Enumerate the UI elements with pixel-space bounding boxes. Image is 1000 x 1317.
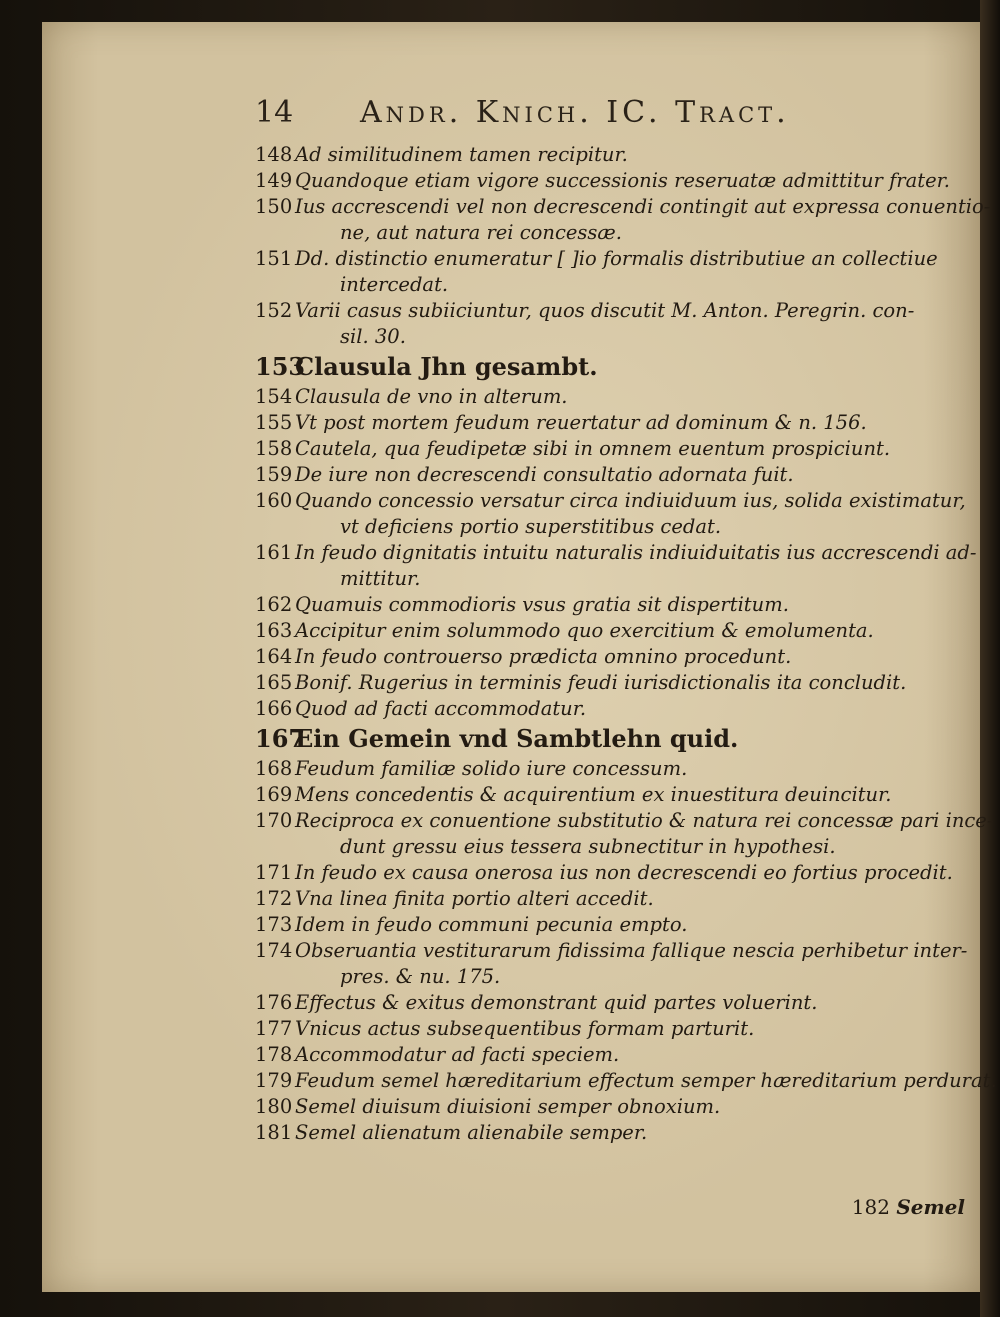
index-entry bbox=[255, 618, 970, 644]
entry-text: Semel diuisum diuisioni semper obnoxium. bbox=[295, 1095, 721, 1118]
entry-text: Quandoque etiam vigore successionis reseruatæ admittitur frater. bbox=[295, 169, 950, 192]
entry-number: 177 bbox=[255, 1017, 293, 1040]
entry-text: Varii casus subiiciuntur, quos discutit M. Anton. Peregrin. con- bbox=[295, 299, 915, 322]
index-entry bbox=[255, 808, 994, 834]
index-entry bbox=[255, 384, 970, 410]
catchword bbox=[852, 1195, 965, 1219]
index-entry bbox=[255, 1120, 970, 1146]
entry-text: Effectus & exitus demonstrant quid partes voluerint. bbox=[295, 991, 818, 1014]
entry-number: 169 bbox=[255, 783, 293, 806]
entry-number: 164 bbox=[255, 645, 293, 668]
entry-number: 170 bbox=[255, 809, 293, 832]
entry-text: Quamuis commodioris vsus gratia sit dispertitum. bbox=[295, 593, 789, 616]
entry-text: Vnicus actus subsequentibus formam parturit. bbox=[295, 1017, 755, 1040]
entry-text: Quando concessio versatur circa indiuiduum ius, solida existimatur, bbox=[295, 489, 966, 512]
index-entry bbox=[255, 1042, 970, 1068]
entry-number: 151 bbox=[255, 247, 293, 270]
index-entry bbox=[255, 644, 970, 670]
entry-continuation bbox=[255, 964, 970, 990]
index-entry bbox=[255, 462, 970, 488]
index-entry bbox=[255, 1068, 997, 1094]
index-entry bbox=[255, 540, 977, 566]
entry-number: 153 bbox=[255, 352, 306, 381]
entry-text: Dd. distinctio enumeratur [ ]io formalis distributiue an collectiue bbox=[295, 247, 938, 270]
index-entry bbox=[255, 782, 970, 808]
index-entry bbox=[255, 168, 970, 194]
entry-number: 178 bbox=[255, 1043, 293, 1066]
index-entry bbox=[255, 246, 970, 272]
entry-continuation bbox=[255, 220, 970, 246]
entry-text: Mens concedentis & acquirentium ex inuestitura deuincitur. bbox=[295, 783, 892, 806]
index-entry bbox=[255, 938, 970, 964]
entry-text: Semel alienatum alienabile semper. bbox=[295, 1121, 648, 1144]
entry-text: Ad similitudinem tamen recipitur. bbox=[295, 143, 628, 166]
entry-text: Feudum familiæ solido iure concessum. bbox=[295, 757, 688, 780]
entry-number: 167 bbox=[255, 724, 306, 753]
page-number: 14 bbox=[255, 95, 294, 130]
entry-number: 152 bbox=[255, 299, 293, 322]
index-entry bbox=[255, 722, 970, 756]
entry-text: Quod ad facti accommodatur. bbox=[295, 697, 587, 720]
entry-text: Vna linea finita portio alteri accedit. bbox=[295, 887, 654, 910]
entry-number: 180 bbox=[255, 1095, 293, 1118]
index-entry bbox=[255, 410, 970, 436]
entry-text: sil. 30. bbox=[340, 325, 406, 348]
entry-number: 181 bbox=[255, 1121, 293, 1144]
index-entries bbox=[255, 142, 997, 1146]
entry-text: mittitur. bbox=[340, 567, 421, 590]
index-entry bbox=[255, 1016, 970, 1042]
index-entry bbox=[255, 912, 970, 938]
running-header bbox=[255, 95, 790, 130]
entry-continuation bbox=[255, 834, 970, 860]
entry-text: Accipitur enim solummodo quo exercitium & emolumenta. bbox=[295, 619, 874, 642]
entry-text: Obseruantia vestiturarum fidissima fallique nescia perhibetur inter- bbox=[295, 939, 968, 962]
index-entry bbox=[255, 1094, 970, 1120]
entry-text: ne, aut natura rei concessæ. bbox=[340, 221, 622, 244]
index-entry bbox=[255, 756, 970, 782]
index-entry bbox=[255, 670, 970, 696]
index-entry bbox=[255, 194, 991, 220]
index-entry bbox=[255, 990, 970, 1016]
index-entry bbox=[255, 696, 970, 722]
entry-number: 176 bbox=[255, 991, 293, 1014]
entry-number: 148 bbox=[255, 143, 293, 166]
entry-number: 172 bbox=[255, 887, 293, 910]
index-entry bbox=[255, 436, 970, 462]
entry-text: Cautela, qua feudipetæ sibi in omnem euentum prospiciunt. bbox=[295, 437, 891, 460]
entry-text: intercedat. bbox=[340, 273, 449, 296]
entry-text: Ius accrescendi vel non decrescendi contingit aut expressa conuentio- bbox=[295, 195, 991, 218]
index-entry bbox=[255, 592, 970, 618]
running-title: Andr. Knich. IC. Tract. bbox=[360, 95, 790, 130]
entry-text: Reciproca ex conuentione substitutio & natura rei concessæ pari ince- bbox=[295, 809, 994, 832]
index-entry bbox=[255, 886, 970, 912]
entry-number: 149 bbox=[255, 169, 293, 192]
entry-text: Clausula Jhn gesambt. bbox=[295, 352, 598, 381]
catchword-text: Semel bbox=[896, 1195, 965, 1219]
index-entry bbox=[255, 350, 970, 384]
entry-text: In feudo controuerso prædicta omnino procedunt. bbox=[295, 645, 792, 668]
index-entry bbox=[255, 298, 970, 324]
entry-number: 166 bbox=[255, 697, 293, 720]
entry-text: vt deficiens portio superstitibus cedat. bbox=[340, 515, 722, 538]
entry-text: Feudum semel hæreditarium effectum semper hæreditarium perdurat. bbox=[295, 1069, 997, 1092]
entry-number: 162 bbox=[255, 593, 293, 616]
entry-number: 160 bbox=[255, 489, 293, 512]
entry-number: 173 bbox=[255, 913, 293, 936]
entry-number: 150 bbox=[255, 195, 293, 218]
index-entry bbox=[255, 142, 970, 168]
entry-continuation bbox=[255, 514, 970, 540]
entry-text: Accommodatur ad facti speciem. bbox=[295, 1043, 620, 1066]
entry-text: In feudo ex causa onerosa ius non decrescendi eo fortius procedit. bbox=[295, 861, 953, 884]
entry-number: 171 bbox=[255, 861, 293, 884]
entry-number: 174 bbox=[255, 939, 293, 962]
entry-number: 163 bbox=[255, 619, 293, 642]
entry-number: 165 bbox=[255, 671, 293, 694]
index-entry bbox=[255, 860, 970, 886]
index-entry bbox=[255, 488, 970, 514]
entry-text: Idem in feudo communi pecunia empto. bbox=[295, 913, 688, 936]
entry-text: Vt post mortem feudum reuertatur ad dominum & n. 156. bbox=[295, 411, 867, 434]
entry-text: De iure non decrescendi consultatio adornata fuit. bbox=[295, 463, 794, 486]
entry-number: 155 bbox=[255, 411, 293, 434]
entry-text: In feudo dignitatis intuitu naturalis indiuiduitatis ius accrescendi ad- bbox=[295, 541, 977, 564]
entry-number: 154 bbox=[255, 385, 293, 408]
entry-continuation bbox=[255, 566, 970, 592]
entry-number: 159 bbox=[255, 463, 293, 486]
entry-number: 168 bbox=[255, 757, 293, 780]
entry-text: Ein Gemein vnd Sambtlehn quid. bbox=[295, 724, 739, 753]
catchword-number: 182 bbox=[851, 1195, 890, 1219]
entry-text: dunt gressu eius tessera subnectitur in hypothesi. bbox=[340, 835, 836, 858]
entry-number: 179 bbox=[255, 1069, 293, 1092]
entry-continuation bbox=[255, 324, 970, 350]
entry-continuation bbox=[255, 272, 970, 298]
entry-text: pres. & nu. 175. bbox=[340, 965, 501, 988]
entry-number: 158 bbox=[255, 437, 293, 460]
entry-text: Clausula de vno in alterum. bbox=[295, 385, 568, 408]
entry-number: 161 bbox=[255, 541, 293, 564]
entry-text: Bonif. Rugerius in terminis feudi iurisdictionalis ita concludit. bbox=[295, 671, 907, 694]
